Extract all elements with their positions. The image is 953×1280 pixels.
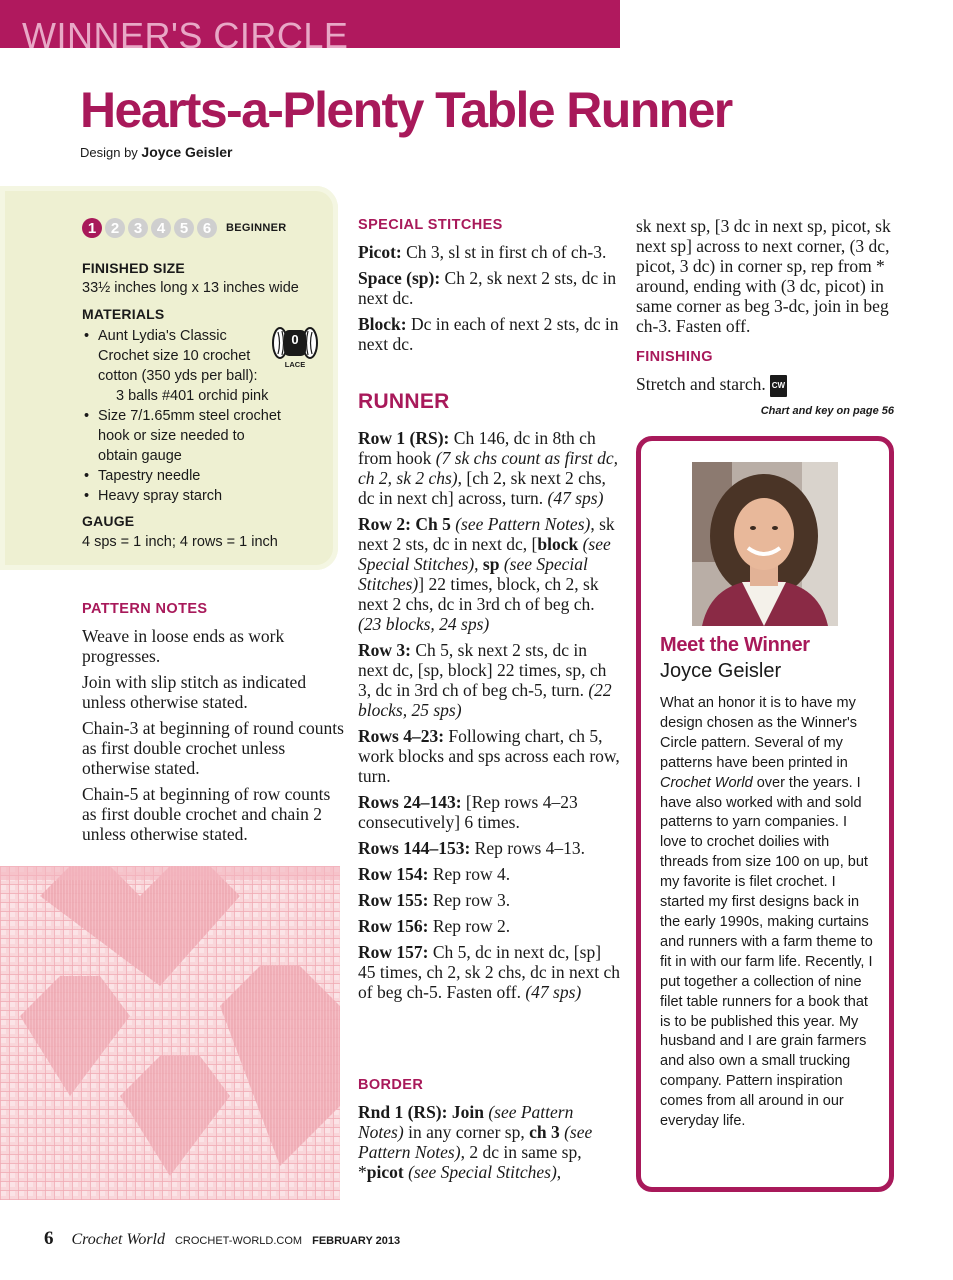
designer-name: Joyce Geisler <box>141 144 233 160</box>
stitch-picot <box>358 242 620 262</box>
row-count: (22 blocks, 25 sps) <box>358 680 612 720</box>
filet-lace-image <box>0 866 340 1200</box>
row-text: Rep row 4. <box>428 864 511 884</box>
stitch-label: Block: <box>358 314 407 334</box>
round-term: picot <box>366 1162 404 1182</box>
row-count: (23 blocks, 24 sps) <box>358 614 490 634</box>
row-text: Ch 146, dc in 8th ch from hook <box>358 428 596 468</box>
material-hook-line: • Size 7/1.65mm steel crochet <box>98 408 281 424</box>
bio-magazine-title: Crochet World <box>660 774 753 791</box>
yarn-weight-label: LACE <box>284 360 306 369</box>
material-yarn-line: • Aunt Lydia's Classic <box>98 328 227 344</box>
row-label: Row 154: <box>358 864 429 884</box>
bio-text: What an honor it is to have my design chosen as the Winner's Circle pattern. Several of my patterns have been printed in <box>660 695 858 771</box>
row-label: Row 157: <box>358 942 429 962</box>
magazine-name: Crochet World <box>71 1231 165 1248</box>
skill-level-dot-5: 5 <box>174 218 194 238</box>
winner-name: Joyce Geisler <box>660 660 782 682</box>
round-term: ch 3 <box>529 1122 560 1142</box>
row-label: Row 156: <box>358 916 429 936</box>
material-yarn-line: Crochet size 10 crochet <box>98 348 251 364</box>
round-label: Rnd 1 (RS): Join <box>358 1102 484 1122</box>
material-starch: • Heavy spray starch <box>82 486 322 506</box>
round-text: , 2 dc in same sp, * <box>358 1142 582 1182</box>
page-title: Hearts-a-Plenty Table Runner <box>80 82 732 138</box>
page-number: 6 <box>44 1228 54 1249</box>
skill-level-dot-1: 1 <box>82 218 102 238</box>
skill-level-dot-4: 4 <box>151 218 171 238</box>
row-note: (see Special Stitches) <box>358 554 588 594</box>
row-text: Ch 5, sk next 2 sts, dc in next dc, [sp, block] 22 times, sp, ch 3, dc in 3rd ch of beg ch-5, turn. <box>358 640 607 700</box>
skill-level-dot-6: 6 <box>197 218 217 238</box>
issue-date: FEBRUARY 2013 <box>312 1235 401 1247</box>
finished-size-text: 33½ inches long x 13 inches wide <box>82 280 299 296</box>
finishing-instruction: Stretch and starch. <box>636 374 766 394</box>
round-text: in any corner sp, <box>403 1122 530 1142</box>
material-yarn-color: 3 balls #401 orchid pink <box>116 388 269 404</box>
row-instruction <box>358 916 620 936</box>
pattern-notes-heading: PATTERN NOTES <box>82 601 208 617</box>
round-note: (see Special Stitches) <box>403 1162 557 1182</box>
row-instruction <box>358 792 620 832</box>
skill-level-dot-3: 3 <box>128 218 148 238</box>
material-hook <box>82 406 322 466</box>
round-text: , <box>556 1162 562 1182</box>
row-label: Row 1 (RS): <box>358 428 450 448</box>
row-text: , <box>474 554 483 574</box>
row-label: Rows 4–23: <box>358 726 445 746</box>
pattern-note: Weave in loose ends as work progresses. <box>82 626 285 666</box>
yarn-weight-lace-icon <box>272 326 320 370</box>
designer-portrait-image <box>692 462 838 626</box>
border-instructions-continued <box>636 216 906 342</box>
finishing-heading: FINISHING <box>636 349 713 365</box>
border-heading: BORDER <box>358 1077 424 1093</box>
stitch-text: Dc in each of next 2 sts, dc in next dc. <box>358 314 619 354</box>
pattern-note: Chain-3 at beginning of round counts as first double crochet unless otherwise stated. <box>82 718 344 778</box>
row-text: , sk next 2 sts, dc in next dc, [ <box>358 514 615 554</box>
row-instruction <box>358 726 620 786</box>
special-stitches <box>358 242 620 360</box>
crochet-runner-photo <box>0 866 340 1200</box>
materials-heading: MATERIALS <box>82 306 165 322</box>
winner-bio <box>660 694 876 1132</box>
byline-prefix: Design by <box>80 145 142 160</box>
row-text: Rep rows 4–13. <box>470 838 586 858</box>
stitch-text: Ch 2, sk next 2 sts, dc in next dc. <box>358 268 617 308</box>
material-yarn-line: cotton (350 yds per ball): <box>98 368 258 384</box>
row-instruction <box>358 428 620 508</box>
row-instruction <box>358 514 620 634</box>
runner-heading: RUNNER <box>358 390 450 413</box>
yarn-weight-number: 0 <box>291 332 299 347</box>
border-instructions <box>358 1102 620 1188</box>
stitch-space <box>358 268 620 308</box>
skill-level-dot-2: 2 <box>105 218 125 238</box>
row-count: (47 sps) <box>525 982 582 1002</box>
chart-reference: Chart and key on page 56 <box>760 405 894 417</box>
row-label: Row 155: <box>358 890 429 910</box>
special-stitches-heading: SPECIAL STITCHES <box>358 217 503 233</box>
round-note: (see Pattern Notes) <box>358 1102 574 1142</box>
material-hook-line: obtain gauge <box>98 448 182 464</box>
row-label: Rows 24–143: <box>358 792 462 812</box>
row-instruction <box>358 890 620 910</box>
pattern-note: Join with slip stitch as indicated unless otherwise stated. <box>82 672 307 712</box>
row-term: sp <box>482 554 500 574</box>
round-instruction <box>358 1102 620 1182</box>
row-note: (7 sk chs count as first dc, ch 2, sk 2 chs) <box>358 448 619 488</box>
row-text: ] 22 times, block, ch 2, sk next 2 chs, dc in 3rd ch of beg ch. <box>358 574 599 614</box>
material-needle: • Tapestry needle <box>82 466 322 486</box>
row-text: Following chart, ch 5, work blocks and sps across each row, turn. <box>358 726 620 786</box>
end-mark-icon: CW <box>770 375 787 397</box>
stitch-text: Ch 3, sl st in first ch of ch-3. <box>401 242 607 262</box>
row-note: (see Pattern Notes) <box>450 514 591 534</box>
section-banner <box>0 0 620 48</box>
magazine-website: CROCHET-WORLD.COM <box>174 1235 303 1247</box>
row-label: Row 2: Ch 5 <box>358 514 451 534</box>
stitch-label: Space (sp): <box>358 268 441 288</box>
gauge-text: 4 sps = 1 inch; 4 rows = 1 inch <box>82 534 278 550</box>
finishing-text <box>636 374 906 397</box>
row-instruction <box>358 640 620 720</box>
row-text: [Rep rows 4–23 consecutively] 6 times. <box>358 792 578 832</box>
round-note: (see Pattern Notes) <box>358 1122 593 1162</box>
section-banner-text: WINNER'S CIRCLE <box>22 15 349 48</box>
stitch-block <box>358 314 620 354</box>
row-instruction <box>358 864 620 884</box>
skill-level-indicator <box>82 218 286 238</box>
round-text: sk next sp, [3 dc in next sp, picot, sk next sp] across to next corner, (3 dc, picot, 3 dc) in corner sp, rep from * around, ending with (3 dc, picot) in same corner as beg 3-dc, join in beg ch-3. Fasten off. <box>636 216 891 336</box>
bio-text: over the years. I have also worked with and sold patterns to yarn companies. I love to crochet doilies with threads from size 100 on up, but my favorite is filet crochet. I started my first designs back in the early 1990s, making curtains and runners with a farm theme to fit in with our farm life. Recently, I put together a collection of nine filet table runners for a book that is to be published this year. My husband and I are grain farmers and also own a small trucking company. Pattern inspiration comes from all around in our everyday life. <box>660 774 873 1130</box>
row-instruction <box>358 942 620 1002</box>
row-term: block <box>537 534 579 554</box>
page-footer <box>44 1228 400 1250</box>
material-hook-line: hook or size needed to <box>98 428 245 444</box>
meet-the-winner-heading: Meet the Winner <box>660 634 810 656</box>
row-count: (47 sps) <box>547 488 604 508</box>
row-instruction <box>358 838 620 858</box>
row-text: Ch 5, dc in next dc, [sp] 45 times, ch 2, sk 2 chs, dc in next ch of beg ch-5. Fasten off. <box>358 942 620 1002</box>
designer-photo <box>692 462 838 626</box>
row-text: , [ch 2, sk next 2 chs, dc in next ch] across, turn. <box>358 468 606 508</box>
row-label: Rows 144–153: <box>358 838 471 858</box>
gauge-heading: GAUGE <box>82 513 135 529</box>
pattern-notes <box>82 626 344 850</box>
pattern-note: Chain-5 at beginning of row counts as first double crochet and chain 2 unless otherwise stated. <box>82 784 331 844</box>
stitch-label: Picot: <box>358 242 402 262</box>
row-label: Row 3: <box>358 640 411 660</box>
row-note: (see Special Stitches) <box>358 534 611 574</box>
skill-level-label: BEGINNER <box>226 222 287 234</box>
runner-instructions <box>358 428 620 1008</box>
row-text: Rep row 3. <box>428 890 511 910</box>
row-text: Rep row 2. <box>428 916 511 936</box>
byline <box>80 144 232 160</box>
finished-size-heading: FINISHED SIZE <box>82 260 185 276</box>
